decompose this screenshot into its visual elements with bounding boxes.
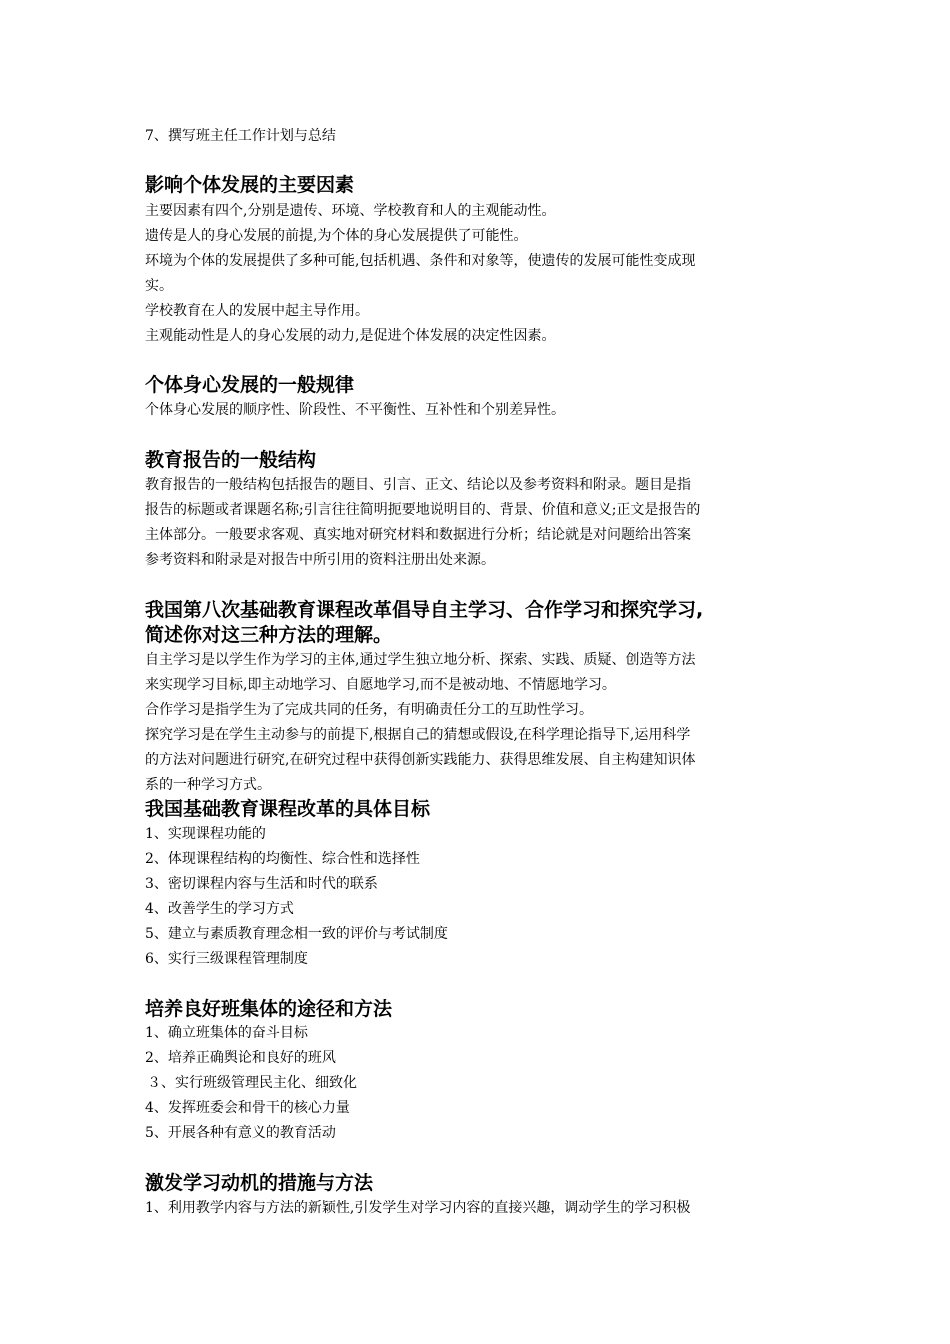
section-heading: 我国基础教育课程改革的具体目标 <box>145 798 431 820</box>
paragraph-line: 遗传是人的身心发展的前提,为个体的身心发展提供了可能性。 <box>145 228 528 244</box>
paragraph-line: 个体身心发展的顺序性、阶段性、不平衡性、互补性和个别差异性。 <box>145 402 565 418</box>
list-item: 2、培养正确舆论和良好的班风 <box>145 1050 336 1066</box>
list-item: 4、发挥班委会和骨干的核心力量 <box>145 1100 350 1116</box>
paragraph-line: 参考资料和附录是对报告中所引用的资料注册出处来源。 <box>145 552 495 568</box>
section-heading: 影响个体发展的主要因素 <box>145 174 355 196</box>
section-heading: 激发学习动机的措施与方法 <box>145 1172 374 1194</box>
paragraph-line: 合作学习是指学生为了完成共同的任务，有明确责任分工的互助性学习。 <box>145 702 593 718</box>
paragraph-line: 探究学习是在学生主动参与的前提下,根据自己的猜想或假设,在科学理论指导下,运用科学 <box>145 727 691 743</box>
paragraph-line: 来实现学习目标,即主动地学习、自愿地学习,而不是被动地、不情愿地学习。 <box>145 677 616 693</box>
paragraph-line: 主观能动性是人的身心发展的动力,是促进个体发展的决定性因素。 <box>145 328 556 344</box>
list-item: 4、改善学生的学习方式 <box>145 901 294 917</box>
list-item: 3、密切课程内容与生活和时代的联系 <box>145 876 378 892</box>
list-item: 1、利用教学内容与方法的新颖性,引发学生对学习内容的直接兴趣，调动学生的学习积极 <box>145 1200 691 1216</box>
list-item: 1、实现课程功能的 <box>145 826 266 842</box>
list-item: ３、实行班级管理民主化、细致化 <box>147 1075 357 1091</box>
section-heading: 我国第八次基础教育课程改革倡导自主学习、合作学习和探究学习, <box>145 599 704 621</box>
list-item: 1、确立班集体的奋斗目标 <box>145 1025 308 1041</box>
paragraph-line: 自主学习是以学生作为学习的主体,通过学生独立地分析、探索、实践、质疑、创造等方法 <box>145 652 696 668</box>
paragraph-line: 系的一种学习方式。 <box>145 777 271 793</box>
paragraph-line: 环境为个体的发展提供了多种可能,包括机遇、条件和对象等，使遗传的发展可能性变成现 <box>145 253 696 269</box>
section-heading: 简述你对这三种方法的理解。 <box>145 624 393 646</box>
section-heading: 教育报告的一般结构 <box>145 449 317 471</box>
list-item: 6、实行三级课程管理制度 <box>145 951 308 967</box>
paragraph-line: 学校教育在人的发展中起主导作用。 <box>145 303 369 319</box>
list-item: 5、建立与素质教育理念相一致的评价与考试制度 <box>145 926 448 942</box>
paragraph-line: 报告的标题或者课题名称;引言往往简明扼要地说明目的、背景、价值和意义;正文是报告的 <box>145 502 701 518</box>
list-item: 2、体现课程结构的均衡性、综合性和选择性 <box>145 851 420 867</box>
paragraph-line: 的方法对问题进行研究,在研究过程中获得创新实践能力、获得思维发展、自主构建知识体 <box>145 752 696 768</box>
paragraph-line: 实。 <box>145 278 173 294</box>
paragraph-line: 教育报告的一般结构包括报告的题目、引言、正文、结论以及参考资料和附录。题目是指 <box>145 477 691 493</box>
section-heading: 个体身心发展的一般规律 <box>145 374 355 396</box>
paragraph-line: 主体部分。一般要求客观、真实地对研究材料和数据进行分析；结论就是对问题给出答案 <box>145 527 691 543</box>
list-item: 7、撰写班主任工作计划与总结 <box>145 128 336 144</box>
section-heading: 培养良好班集体的途径和方法 <box>145 998 393 1020</box>
list-item: 5、开展各种有意义的教育活动 <box>145 1125 336 1141</box>
paragraph-line: 主要因素有四个,分别是遗传、环境、学校教育和人的主观能动性。 <box>145 203 556 219</box>
